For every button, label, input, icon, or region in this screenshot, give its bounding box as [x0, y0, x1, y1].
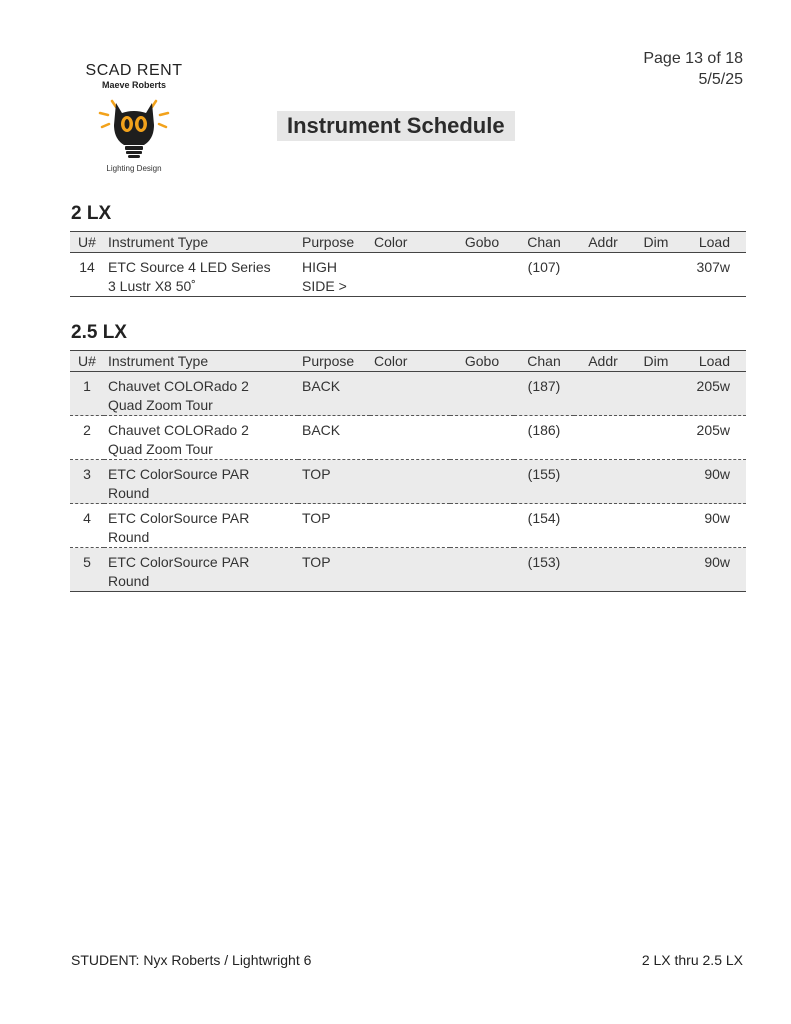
instrument-type-line: Round — [108, 485, 150, 501]
print-date: 5/5/25 — [698, 71, 743, 88]
column-header-channel: Chan — [514, 351, 574, 372]
column-header-gobo: Gobo — [450, 232, 514, 253]
column-header-address: Addr — [574, 232, 632, 253]
instrument-type-line: Round — [108, 573, 150, 589]
dimmer-cell — [632, 548, 680, 592]
address-cell — [574, 416, 632, 460]
instrument-type-line: ETC Source 4 LED Series — [108, 259, 271, 275]
gobo-cell — [450, 460, 514, 504]
color-cell — [370, 548, 450, 592]
dimmer-cell — [632, 504, 680, 548]
address-cell — [574, 460, 632, 504]
channel-cell: (187) — [514, 372, 574, 416]
gobo-cell — [450, 548, 514, 592]
purpose-cell: TOP — [298, 460, 370, 504]
channel-cell: (186) — [514, 416, 574, 460]
gobo-cell — [450, 416, 514, 460]
column-header-dimmer: Dim — [632, 232, 680, 253]
table-row — [70, 504, 746, 548]
section-title: 2 LX — [71, 203, 112, 224]
channel-cell: (155) — [514, 460, 574, 504]
unit-number: 14 — [70, 253, 104, 297]
dimmer-cell — [632, 416, 680, 460]
column-header-color: Color — [370, 351, 450, 372]
purpose-cell: BACK — [298, 416, 370, 460]
footer-student-info: STUDENT: Nyx Roberts / Lightwright 6 — [71, 952, 312, 968]
dimmer-cell — [632, 460, 680, 504]
gobo-cell — [450, 504, 514, 548]
table-row — [70, 460, 746, 504]
color-cell — [370, 460, 450, 504]
channel-cell: (107) — [514, 253, 574, 297]
purpose-cell: BACK — [298, 372, 370, 416]
instrument-table — [70, 350, 746, 592]
instrument-type-line: ETC ColorSource PAR — [108, 554, 250, 570]
column-header-unit: U# — [70, 232, 104, 253]
column-header-unit: U# — [70, 351, 104, 372]
color-cell — [370, 372, 450, 416]
instrument-type-line: ETC ColorSource PAR — [108, 510, 250, 526]
page-info — [643, 48, 743, 90]
load-cell: 90w — [680, 548, 746, 592]
unit-number: 4 — [70, 504, 104, 548]
table-row — [70, 416, 746, 460]
address-cell — [574, 372, 632, 416]
load-cell: 90w — [680, 504, 746, 548]
document-title: Instrument Schedule — [277, 111, 515, 141]
column-header-instrument-type: Instrument Type — [104, 232, 298, 253]
channel-cell: (153) — [514, 548, 574, 592]
color-cell — [370, 504, 450, 548]
instrument-type-cell — [104, 460, 298, 504]
gobo-cell — [450, 372, 514, 416]
column-header-purpose: Purpose — [298, 351, 370, 372]
logo-designer-name: Maeve Roberts — [101, 80, 167, 90]
section-title: 2.5 LX — [71, 322, 127, 343]
footer-range: 2 LX thru 2.5 LX — [641, 952, 743, 968]
unit-number: 2 — [70, 416, 104, 460]
logo-title: SCAD RENT — [85, 62, 183, 79]
address-cell — [574, 548, 632, 592]
instrument-type-cell — [104, 504, 298, 548]
load-cell: 90w — [680, 460, 746, 504]
table-row — [70, 372, 746, 416]
table-row — [70, 253, 746, 297]
column-header-purpose: Purpose — [298, 232, 370, 253]
purpose-cell: TOP — [298, 548, 370, 592]
instrument-type-line: ETC ColorSource PAR — [108, 466, 250, 482]
column-header-color: Color — [370, 232, 450, 253]
instrument-table — [70, 231, 746, 297]
address-cell — [574, 253, 632, 297]
column-header-gobo: Gobo — [450, 351, 514, 372]
column-header-address: Addr — [574, 351, 632, 372]
column-header-instrument-type: Instrument Type — [104, 351, 298, 372]
instrument-type-line: Round — [108, 529, 150, 545]
table-header-row — [70, 351, 746, 372]
unit-number: 5 — [70, 548, 104, 592]
purpose-line: HIGH — [302, 259, 337, 275]
color-cell — [370, 253, 450, 297]
instrument-type-cell — [104, 416, 298, 460]
load-cell: 205w — [680, 372, 746, 416]
instrument-type-line: Chauvet COLORado 2 — [108, 378, 249, 394]
column-header-channel: Chan — [514, 232, 574, 253]
color-cell — [370, 416, 450, 460]
column-header-load: Load — [680, 232, 746, 253]
dimmer-cell — [632, 253, 680, 297]
column-header-dimmer: Dim — [632, 351, 680, 372]
instrument-type-line: 3 Lustr X8 50˚ — [108, 278, 196, 294]
table-row — [70, 548, 746, 592]
logo — [78, 62, 190, 174]
column-header-load: Load — [680, 351, 746, 372]
instrument-type-line: Quad Zoom Tour — [108, 441, 213, 457]
dimmer-cell — [632, 372, 680, 416]
instrument-type-line: Chauvet COLORado 2 — [108, 422, 249, 438]
logo-subtitle: Lighting Design — [106, 164, 162, 173]
instrument-type-cell — [104, 372, 298, 416]
cat-lightbulb-icon — [94, 93, 174, 163]
load-cell: 307w — [680, 253, 746, 297]
instrument-type-cell — [104, 253, 298, 297]
instrument-type-cell — [104, 548, 298, 592]
channel-cell: (154) — [514, 504, 574, 548]
purpose-line: SIDE > — [302, 278, 347, 294]
instrument-type-line: Quad Zoom Tour — [108, 397, 213, 413]
address-cell — [574, 504, 632, 548]
gobo-cell — [450, 253, 514, 297]
purpose-cell: TOP — [298, 504, 370, 548]
unit-number: 3 — [70, 460, 104, 504]
page-number: Page 13 of 18 — [643, 50, 743, 67]
unit-number: 1 — [70, 372, 104, 416]
table-header-row — [70, 232, 746, 253]
load-cell: 205w — [680, 416, 746, 460]
purpose-cell — [298, 253, 370, 297]
